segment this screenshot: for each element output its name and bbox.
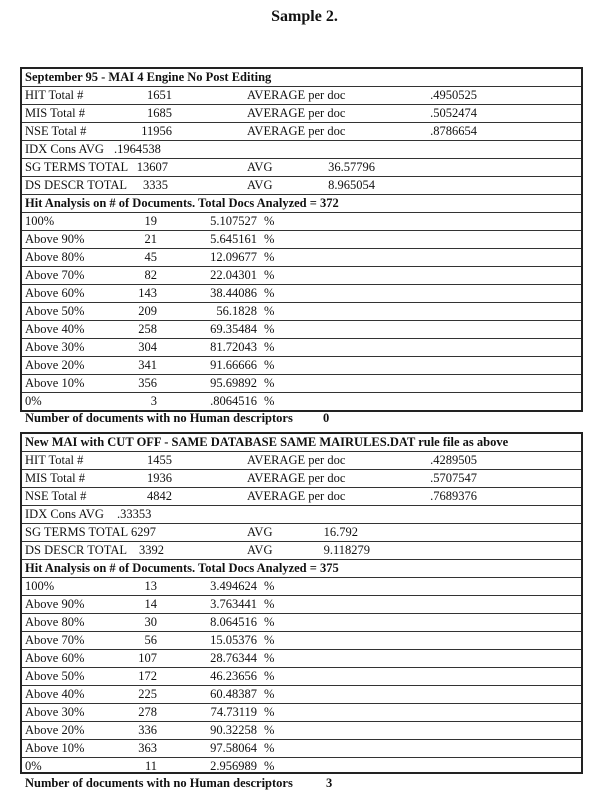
hit-analysis-row xyxy=(22,758,581,775)
hit-range-label: Above 40% xyxy=(25,322,85,336)
hit-percentage: 28.76344 xyxy=(210,651,257,665)
hit-doc-count: 225 xyxy=(138,687,157,701)
hit-doc-count: 336 xyxy=(138,723,157,737)
hit-doc-count: 341 xyxy=(138,358,157,372)
hit-percentage: 5.645161 xyxy=(210,232,257,246)
nse-total-label: NSE Total # xyxy=(25,124,87,138)
hit-doc-count: 14 xyxy=(144,597,157,611)
ds-value: 3335 xyxy=(143,178,168,192)
hit-percentage: 60.48387 xyxy=(210,687,257,701)
hit-analysis-rows xyxy=(22,578,581,775)
ds-avg-value: 9.118279 xyxy=(323,543,370,557)
sg-row xyxy=(22,159,581,177)
hit-percentage: 2.956989 xyxy=(210,759,257,773)
ds-label: DS DESCR TOTAL xyxy=(25,178,128,192)
hit-doc-count: 258 xyxy=(138,322,157,336)
hit-doc-count: 107 xyxy=(138,651,157,665)
hit-percentage: 74.73119 xyxy=(210,705,257,719)
hit-analysis-row xyxy=(22,686,581,704)
percent-symbol: % xyxy=(264,597,275,611)
hit-analysis-row xyxy=(22,632,581,650)
hit-doc-count: 30 xyxy=(144,615,157,629)
hit-analysis-row xyxy=(22,375,581,393)
hit-analysis-row xyxy=(22,668,581,686)
sg-avg-label: AVG xyxy=(247,525,273,539)
hit-percentage: 56.1828 xyxy=(216,304,257,318)
nse-total-value: 4842 xyxy=(147,489,172,503)
hit-analysis-row xyxy=(22,393,581,410)
idx-row xyxy=(22,506,581,524)
percent-symbol: % xyxy=(264,705,275,719)
hit-range-label: Above 70% xyxy=(25,633,85,647)
hit-range-label: Above 40% xyxy=(25,687,85,701)
report-table-1 xyxy=(20,67,583,425)
hit-doc-count: 3 xyxy=(150,394,157,408)
hit-total-label: HIT Total # xyxy=(25,453,84,467)
mis-avg-value: .5052474 xyxy=(430,106,477,120)
hit-analysis-row xyxy=(22,650,581,668)
nse-total-label: NSE Total # xyxy=(25,489,87,503)
hit-doc-count: 21 xyxy=(144,232,157,246)
hit-percentage: 5.107527 xyxy=(210,214,257,228)
sg-avg-value: 16.792 xyxy=(323,525,358,539)
sg-value: 6297 xyxy=(131,525,156,539)
hit-percentage: 3.763441 xyxy=(210,597,257,611)
hit-avg-label: AVERAGE per doc xyxy=(247,88,346,102)
hit-analysis-row xyxy=(22,249,581,267)
mis-avg-label: AVERAGE per doc xyxy=(247,106,346,120)
hit-analysis-row xyxy=(22,267,581,285)
ds-avg-value: 8.965054 xyxy=(328,178,375,192)
hit-percentage: 12.09677 xyxy=(210,250,257,264)
hit-doc-count: 172 xyxy=(138,669,157,683)
hit-doc-count: 363 xyxy=(138,741,157,755)
totals-row-hit xyxy=(22,87,581,105)
percent-symbol: % xyxy=(264,615,275,629)
hit-percentage: 15.05376 xyxy=(210,633,257,647)
hit-analysis-row xyxy=(22,596,581,614)
hit-analysis-heading xyxy=(22,560,581,578)
hit-doc-count: 19 xyxy=(144,214,157,228)
hit-range-label: Above 60% xyxy=(25,651,85,665)
hit-range-label: Above 90% xyxy=(25,232,85,246)
no-human-value: 3 xyxy=(326,776,333,790)
hit-percentage: 69.35484 xyxy=(210,322,257,336)
hit-range-label: 100% xyxy=(25,214,55,228)
hit-range-label: Above 10% xyxy=(25,376,85,390)
hit-percentage: 81.72043 xyxy=(210,340,257,354)
percent-symbol: % xyxy=(264,322,275,336)
hit-analysis-row xyxy=(22,213,581,231)
idx-label: IDX Cons AVG xyxy=(25,142,104,156)
percent-symbol: % xyxy=(264,651,275,665)
hit-doc-count: 143 xyxy=(138,286,157,300)
sg-label: SG TERMS TOTAL xyxy=(25,525,129,539)
percent-symbol: % xyxy=(264,741,275,755)
hit-range-label: Above 50% xyxy=(25,669,85,683)
percent-symbol: % xyxy=(264,250,275,264)
totals-row-hit xyxy=(22,452,581,470)
percent-symbol: % xyxy=(264,669,275,683)
percent-symbol: % xyxy=(264,376,275,390)
hit-analysis-row xyxy=(22,578,581,596)
percent-symbol: % xyxy=(264,340,275,354)
percent-symbol: % xyxy=(264,579,275,593)
hit-range-label: Above 80% xyxy=(25,250,85,264)
hit-percentage: .8064516 xyxy=(210,394,257,408)
hit-percentage: 97.58064 xyxy=(210,741,257,755)
hit-analysis-row xyxy=(22,704,581,722)
sg-row xyxy=(22,524,581,542)
idx-value: .33353 xyxy=(117,507,152,521)
hit-doc-count: 304 xyxy=(138,340,157,354)
mis-total-value: 1936 xyxy=(147,471,172,485)
sg-label: SG TERMS TOTAL xyxy=(25,160,129,174)
hit-range-label: 100% xyxy=(25,579,55,593)
hit-analysis-row xyxy=(22,722,581,740)
percent-symbol: % xyxy=(264,723,275,737)
hit-range-label: Above 60% xyxy=(25,286,85,300)
hit-total-value: 1651 xyxy=(147,88,172,102)
hit-avg-value: .4950525 xyxy=(430,88,477,102)
page-title: Sample 2. xyxy=(271,8,338,25)
ds-row xyxy=(22,177,581,195)
hit-percentage: 46.23656 xyxy=(210,669,257,683)
percent-symbol: % xyxy=(264,358,275,372)
hit-total-value: 1455 xyxy=(147,453,172,467)
percent-symbol: % xyxy=(264,232,275,246)
hit-avg-label: AVERAGE per doc xyxy=(247,453,346,467)
hit-analysis-row xyxy=(22,357,581,375)
hit-percentage: 91.66666 xyxy=(210,358,257,372)
hit-analysis-row xyxy=(22,614,581,632)
no-human-row xyxy=(22,775,581,792)
sg-avg-label: AVG xyxy=(247,160,273,174)
percent-symbol: % xyxy=(264,633,275,647)
idx-row xyxy=(22,141,581,159)
mis-total-label: MIS Total # xyxy=(25,471,86,485)
ds-value: 3392 xyxy=(139,543,164,557)
hit-doc-count: 56 xyxy=(144,633,157,647)
hit-doc-count: 209 xyxy=(138,304,157,318)
percent-symbol: % xyxy=(264,286,275,300)
ds-avg-label: AVG xyxy=(247,543,273,557)
no-human-label: Number of documents with no Human descriptors xyxy=(25,776,293,790)
hit-analysis-row xyxy=(22,339,581,357)
section-heading xyxy=(22,434,581,452)
idx-value: .1964538 xyxy=(114,142,161,156)
hit-analysis-heading xyxy=(22,195,581,213)
hit-analysis-heading-text: Hit Analysis on # of Documents. Total Docs Analyzed = 372 xyxy=(25,196,339,210)
hit-range-label: Above 20% xyxy=(25,723,85,737)
no-human-label: Number of documents with no Human descriptors xyxy=(25,411,293,425)
hit-analysis-row xyxy=(22,285,581,303)
nse-avg-label: AVERAGE per doc xyxy=(247,489,346,503)
hit-range-label: Above 10% xyxy=(25,741,85,755)
hit-analysis-row xyxy=(22,303,581,321)
totals-row-mis xyxy=(22,470,581,488)
no-human-value: 0 xyxy=(323,411,330,425)
hit-percentage: 22.04301 xyxy=(210,268,257,282)
hit-analysis-heading-text: Hit Analysis on # of Documents. Total Docs Analyzed = 375 xyxy=(25,561,339,575)
report-table-2 xyxy=(20,432,583,790)
hit-range-label: Above 30% xyxy=(25,705,85,719)
hit-range-label: Above 90% xyxy=(25,597,85,611)
nse-avg-value: .8786654 xyxy=(430,124,477,138)
hit-total-label: HIT Total # xyxy=(25,88,84,102)
hit-doc-count: 45 xyxy=(144,250,157,264)
hit-avg-value: .4289505 xyxy=(430,453,477,467)
hit-percentage: 3.494624 xyxy=(210,579,257,593)
hit-range-label: Above 20% xyxy=(25,358,85,372)
hit-doc-count: 356 xyxy=(138,376,157,390)
hit-percentage: 90.32258 xyxy=(210,723,257,737)
hit-percentage: 95.69892 xyxy=(210,376,257,390)
hit-analysis-row xyxy=(22,321,581,339)
hit-analysis-rows xyxy=(22,213,581,410)
nse-avg-label: AVERAGE per doc xyxy=(247,124,346,138)
hit-doc-count: 13 xyxy=(144,579,157,593)
hit-range-label: Above 30% xyxy=(25,340,85,354)
totals-row-nse xyxy=(22,488,581,506)
percent-symbol: % xyxy=(264,304,275,318)
sg-value: 13607 xyxy=(136,160,168,174)
hit-analysis-row xyxy=(22,740,581,758)
mis-total-label: MIS Total # xyxy=(25,106,86,120)
percent-symbol: % xyxy=(264,759,275,773)
section-heading xyxy=(22,69,581,87)
mis-total-value: 1685 xyxy=(147,106,172,120)
hit-range-label: 0% xyxy=(25,759,42,773)
ds-label: DS DESCR TOTAL xyxy=(25,543,128,557)
totals-row-mis xyxy=(22,105,581,123)
sg-avg-value: 36.57796 xyxy=(328,160,375,174)
hit-range-label: Above 80% xyxy=(25,615,85,629)
ds-row xyxy=(22,542,581,560)
nse-avg-value: .7689376 xyxy=(430,489,477,503)
nse-total-value: 11956 xyxy=(141,124,172,138)
hit-doc-count: 278 xyxy=(138,705,157,719)
no-human-row xyxy=(22,410,581,427)
hit-range-label: 0% xyxy=(25,394,42,408)
ds-avg-label: AVG xyxy=(247,178,273,192)
hit-percentage: 8.064516 xyxy=(210,615,257,629)
hit-range-label: Above 70% xyxy=(25,268,85,282)
section-heading-text: September 95 - MAI 4 Engine No Post Editing xyxy=(25,70,272,84)
percent-symbol: % xyxy=(264,268,275,282)
hit-doc-count: 82 xyxy=(144,268,157,282)
mis-avg-label: AVERAGE per doc xyxy=(247,471,346,485)
hit-analysis-row xyxy=(22,231,581,249)
hit-range-label: Above 50% xyxy=(25,304,85,318)
percent-symbol: % xyxy=(264,214,275,228)
mis-avg-value: .5707547 xyxy=(430,471,477,485)
idx-label: IDX Cons AVG xyxy=(25,507,104,521)
hit-percentage: 38.44086 xyxy=(210,286,257,300)
section-heading-text: New MAI with CUT OFF - SAME DATABASE SAME MAIRULES.DAT rule file as above xyxy=(25,435,509,449)
totals-row-nse xyxy=(22,123,581,141)
percent-symbol: % xyxy=(264,687,275,701)
hit-doc-count: 11 xyxy=(144,759,157,773)
percent-symbol: % xyxy=(264,394,275,408)
